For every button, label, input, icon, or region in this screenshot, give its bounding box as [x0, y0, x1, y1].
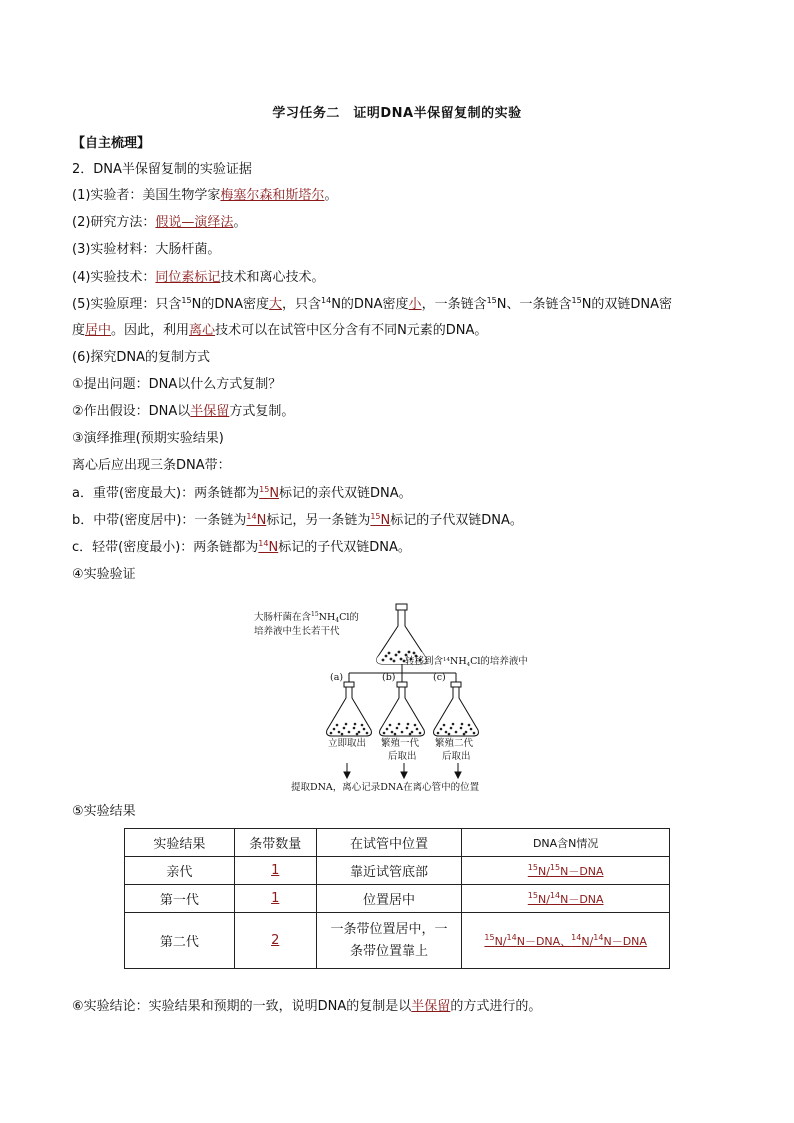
page-title: 学习任务二 证明DNA半保留复制的实验 [272, 106, 522, 121]
answer-centrifuge: 离心 [189, 323, 216, 338]
answer-technique: 同位素标记 [155, 270, 221, 285]
answer-dna-parent: $^{15}$N/$^{15}$N－DNA [462, 857, 670, 885]
parent-flask-icon [377, 604, 427, 664]
heading-dna-evidence: 2．DNA半保留复制的实验证据 [72, 162, 252, 177]
answer-band-middle-1: $^{14}$N [246, 512, 267, 528]
table-header: 在试管中位置 [316, 829, 462, 857]
diagram-transfer-label: 转移到含$^{14}NH_4Cl$的培养液中 [405, 656, 528, 668]
diagram-caption-c2: 后取出 [442, 751, 471, 762]
item-principle-line1: (5)实验原理：只含$^{15}$N的DNA密度大，只含$^{14}$N的DNA密度小，一条链含$^{15}$N、一条链含$^{15}$N的双链DNA密 [72, 296, 673, 312]
item-band-middle: b．中带(密度居中)：一条链为$^{14}$N标记，另一条链为$^{15}$N标记的子代双链DNA。 [72, 512, 523, 528]
item-method: (2)研究方法：假说—演绎法。 [72, 215, 247, 230]
table-row: 第二代 2 一条带位置居中，一 条带位置靠上 $^{15}$N/$^{14}$N－DNA、$^{14}$N/$^{14}$N－DNA [125, 913, 670, 969]
answer-density-low: 小 [408, 297, 422, 312]
answer-count-gen1: 1 [234, 885, 316, 913]
answer-count-parent: 1 [234, 857, 316, 885]
table-row: 第一代 1 位置居中 $^{15}$N/$^{14}$N－DNA [125, 885, 670, 913]
answer-experimenter: 梅塞尔森和斯塔尔 [220, 188, 325, 203]
item-hypothesis: ②作出假设：DNA以半保留方式复制。 [72, 404, 295, 419]
item-question: ①提出问题：DNA以什么方式复制？ [72, 377, 282, 392]
section-heading: 【自主梳理】 [72, 136, 151, 151]
answer-band-light: $^{14}$N [258, 539, 279, 555]
experiment-diagram [240, 598, 540, 796]
item-material: (3)实验材料：大肠杆菌。 [72, 242, 221, 257]
diagram-top-label-2: 培养液中生长若干代 [254, 626, 340, 637]
diagram-caption-c1: 繁殖二代 [435, 738, 474, 749]
item-band-heavy: a．重带(密度最大)：两条链都为$^{15}$N标记的亲代双链DNA。 [72, 485, 412, 501]
results-table [124, 828, 670, 969]
diagram-top-label-1: 大肠杆菌在含$^{15}NH_4Cl$的 [254, 611, 359, 624]
item-conclusion: ⑥实验结论：实验结果和预期的一致，说明DNA的复制是以半保留的方式进行的。 [72, 999, 542, 1014]
diagram-bottom-label: 提取DNA，离心记录DNA在离心管中的位置 [291, 782, 480, 793]
table-header: 实验结果 [125, 829, 235, 857]
diagram-label-b: (b) [382, 672, 396, 683]
table-row: 亲代 1 靠近试管底部 $^{15}$N/$^{15}$N－DNA [125, 857, 670, 885]
diagram-caption-a: 立即取出 [328, 738, 367, 749]
answer-density-high: 大 [268, 297, 282, 312]
diagram-label-a: (a) [330, 672, 344, 683]
answer-dna-gen2: $^{15}$N/$^{14}$N－DNA、$^{14}$N/$^{14}$N－DNA [462, 913, 670, 969]
item-band-light: c．轻带(密度最小)：两条链都为$^{14}$N标记的子代双链DNA。 [72, 539, 411, 555]
item-three-bands: 离心后应出现三条DNA带： [72, 458, 231, 473]
diagram-caption-b2: 后取出 [388, 751, 417, 762]
answer-conclusion: 半保留 [411, 999, 451, 1014]
diagram-caption-b1: 繁殖一代 [381, 738, 420, 749]
item-verify: ④实验验证 [72, 567, 136, 582]
item-deduction: ③演绎推理(预期实验结果) [72, 431, 224, 446]
item-technique: (4)实验技术：同位素标记技术和离心技术。 [72, 270, 325, 285]
diagram-label-c: (c) [433, 672, 446, 683]
table-header: 条带数量 [234, 829, 316, 857]
item-explore: (6)探究DNA的复制方式 [72, 350, 211, 365]
answer-dna-gen1: $^{15}$N/$^{14}$N－DNA [462, 885, 670, 913]
answer-method: 假说—演绎法 [155, 215, 234, 230]
answer-band-heavy: $^{15}$N [259, 485, 280, 501]
answer-count-gen2: 2 [234, 913, 316, 969]
item-experimenter: (1)实验者：美国生物学家梅塞尔森和斯塔尔。 [72, 188, 338, 203]
flask-c-icon [434, 682, 479, 736]
answer-hypothesis: 半保留 [190, 404, 230, 419]
table-header: DNA含N情况 [462, 829, 670, 857]
table-header-row [125, 829, 670, 857]
item-principle-line2: 度居中。因此，利用离心技术可以在试管中区分含有不同N元素的DNA。 [72, 323, 488, 338]
item-results-heading: ⑤实验结果 [72, 804, 136, 819]
answer-band-middle-2: $^{15}$N [370, 512, 391, 528]
flask-b-icon [380, 682, 425, 736]
answer-density-mid: 居中 [85, 323, 112, 338]
flask-a-icon [327, 682, 372, 736]
